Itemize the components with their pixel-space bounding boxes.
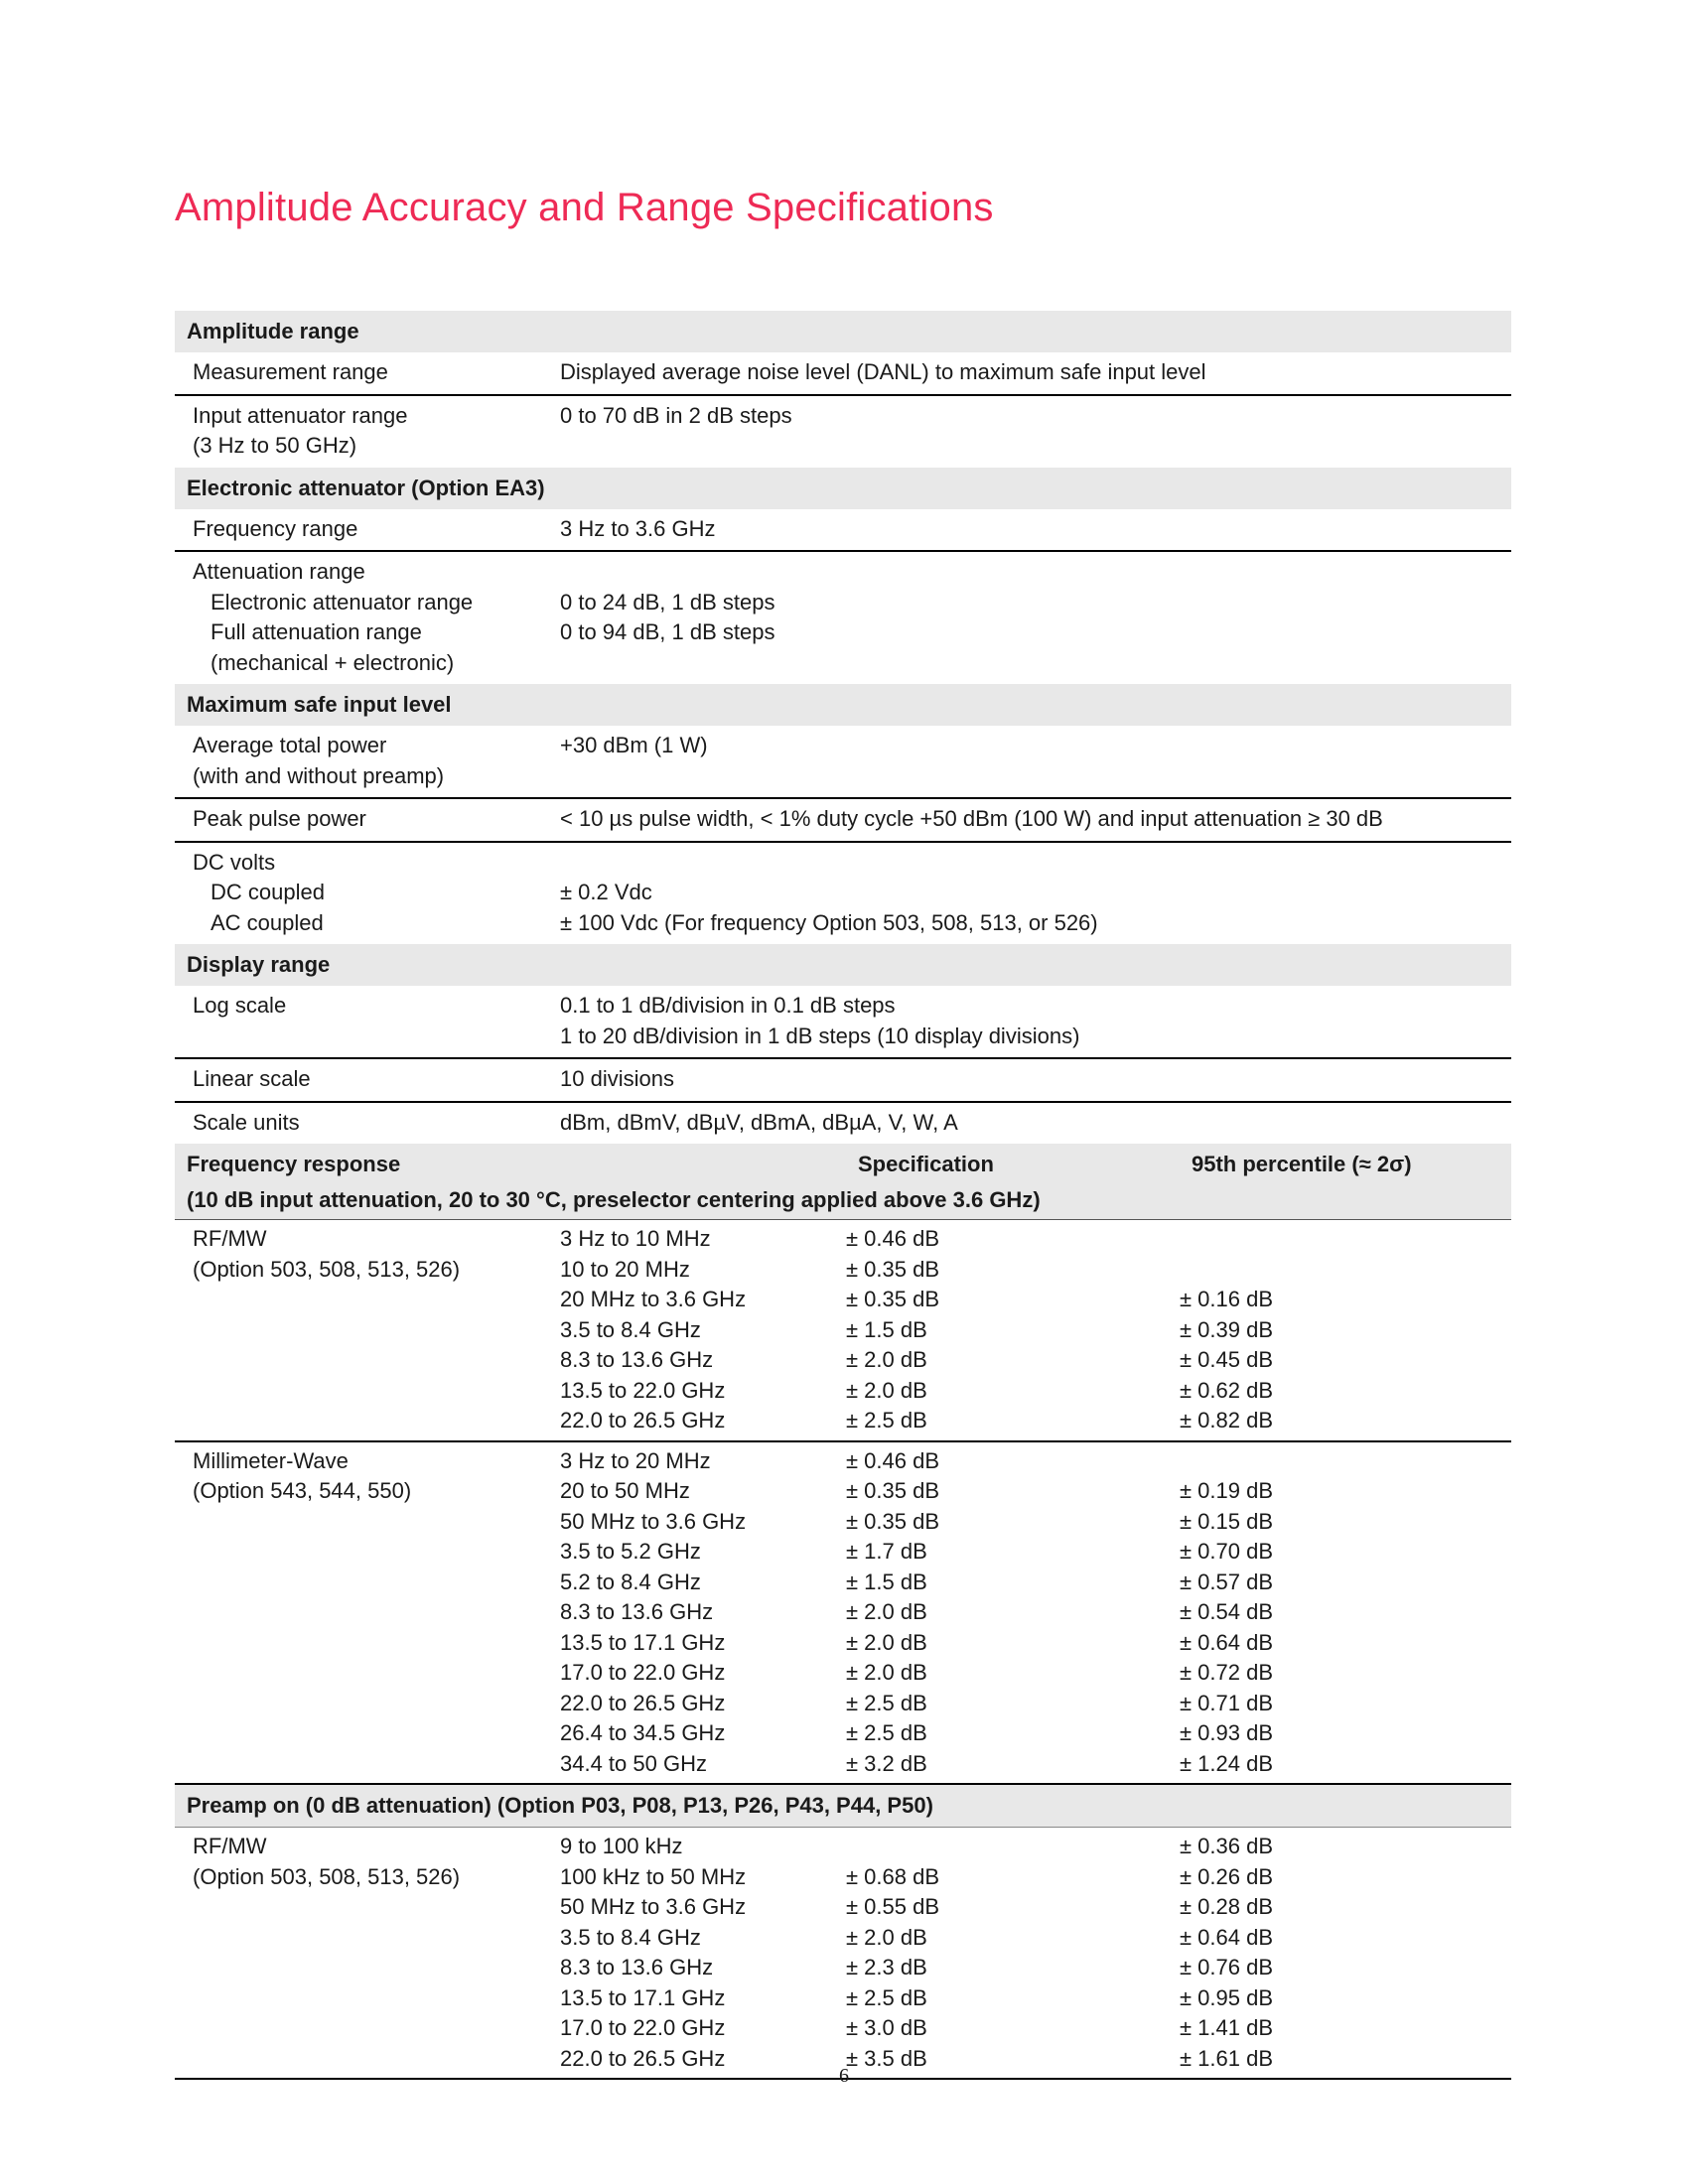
group-label-line: (Option 503, 508, 513, 526) <box>193 1256 461 1282</box>
row-value: Displayed average noise level (DANL) to maximum safe input level <box>560 359 1206 384</box>
specification-cell: ± 2.0 dB <box>846 1599 927 1624</box>
row-value <box>560 991 1511 1051</box>
percentile-cell: ± 0.93 dB <box>1180 1720 1274 1745</box>
section-header-display-range: Display range <box>175 944 1511 986</box>
group-label <box>175 1832 560 2074</box>
specification-cell: ± 2.0 dB <box>846 1660 927 1685</box>
specification-cell: ± 1.5 dB <box>846 1316 927 1342</box>
percentile-column <box>1180 1224 1511 1436</box>
frequency-cell: 3.5 to 5.2 GHz <box>560 1539 701 1564</box>
frequency-cell: 50 MHz to 3.6 GHz <box>560 1894 747 1919</box>
row-value-line: ± 0.2 Vdc <box>560 880 652 904</box>
column-header: Frequency response <box>187 1152 401 1176</box>
percentile-cell: ± 1.24 dB <box>1180 1750 1274 1776</box>
section-header-max-safe-input: Maximum safe input level <box>175 684 1511 726</box>
specification-cell: ± 0.55 dB <box>846 1894 940 1919</box>
frequency-cell: 3 Hz to 20 MHz <box>560 1447 711 1473</box>
frequency-cell: 22.0 to 26.5 GHz <box>560 1408 726 1433</box>
specification-column <box>846 1446 1180 1780</box>
row-label-line: Input attenuator range <box>193 402 408 428</box>
frequency-response-groups <box>175 1220 1511 1785</box>
specification-cell: ± 0.68 dB <box>846 1863 940 1889</box>
frequency-cell: 50 MHz to 3.6 GHz <box>560 1508 747 1534</box>
group-label-line: (Option 503, 508, 513, 526) <box>193 1863 461 1889</box>
table-row <box>175 843 1511 945</box>
specification-cell: ± 1.5 dB <box>846 1569 927 1594</box>
specification-cell: ± 1.7 dB <box>846 1539 927 1564</box>
specification-cell: ± 0.46 dB <box>846 1226 940 1251</box>
frequency-cell: 8.3 to 13.6 GHz <box>560 1599 714 1624</box>
percentile-cell: ± 0.36 dB <box>1180 1834 1274 1858</box>
specification-cell: ± 2.5 dB <box>846 1690 927 1715</box>
percentile-cell <box>1180 1255 1511 1286</box>
percentile-cell: ± 0.54 dB <box>1180 1599 1274 1624</box>
row-value-line: ± 100 Vdc (For frequency Option 503, 508, 513, or 526) <box>560 909 1098 935</box>
table-row <box>175 352 1511 396</box>
row-value: 3 Hz to 3.6 GHz <box>560 515 716 541</box>
frequency-cell: 34.4 to 50 GHz <box>560 1750 707 1776</box>
row-label <box>175 731 560 791</box>
percentile-cell: ± 0.16 dB <box>1180 1287 1274 1311</box>
row-value-line: 1 to 20 dB/division in 1 dB steps (10 display divisions) <box>560 1023 1080 1048</box>
row-value: 10 divisions <box>560 1066 674 1091</box>
percentile-cell: ± 0.71 dB <box>1180 1690 1274 1715</box>
percentile-cell: ± 0.15 dB <box>1180 1508 1274 1534</box>
percentile-cell: ± 0.76 dB <box>1180 1955 1274 1979</box>
frequency-cell: 22.0 to 26.5 GHz <box>560 2045 726 2071</box>
percentile-cell: ± 0.82 dB <box>1180 1408 1274 1433</box>
row-label <box>175 557 560 678</box>
table-row <box>175 1103 1511 1145</box>
percentile-cell <box>1180 1446 1511 1477</box>
percentile-cell: ± 0.26 dB <box>1180 1863 1274 1889</box>
frequency-cell: 13.5 to 22.0 GHz <box>560 1377 726 1403</box>
frequency-column <box>560 1832 846 2074</box>
row-label-line: Average total power <box>193 733 387 757</box>
percentile-cell: ± 0.64 dB <box>1180 1924 1274 1950</box>
table-row <box>175 986 1511 1059</box>
table-row <box>175 552 1511 684</box>
table-row <box>175 1059 1511 1103</box>
specification-cell: ± 2.5 dB <box>846 1984 927 2010</box>
spec-group <box>175 1220 1511 1442</box>
row-label: Scale units <box>193 1109 300 1135</box>
frequency-cell: 9 to 100 kHz <box>560 1834 683 1858</box>
percentile-cell: ± 0.62 dB <box>1180 1377 1274 1403</box>
specification-cell: ± 0.35 dB <box>846 1478 940 1503</box>
row-value: 0 to 70 dB in 2 dB steps <box>560 402 792 428</box>
row-value-line: 0 to 94 dB, 1 dB steps <box>560 619 775 644</box>
percentile-column <box>1180 1832 1511 2074</box>
row-label: Linear scale <box>193 1066 311 1091</box>
row-label <box>175 848 560 939</box>
percentile-cell: ± 0.19 dB <box>1180 1478 1274 1503</box>
frequency-cell: 17.0 to 22.0 GHz <box>560 2015 726 2040</box>
row-value: dBm, dBmV, dBµV, dBmA, dBµA, V, W, A <box>560 1109 958 1135</box>
percentile-cell: ± 0.45 dB <box>1180 1347 1274 1372</box>
row-label-line: Electronic attenuator range <box>211 589 474 614</box>
row-label-line: DC coupled <box>211 880 325 904</box>
group-label-line: (Option 543, 544, 550) <box>193 1478 412 1503</box>
specification-cell: ± 3.2 dB <box>846 1750 927 1776</box>
row-value-line: 0 to 24 dB, 1 dB steps <box>560 589 775 614</box>
specification-column <box>846 1832 1180 2074</box>
specification-column <box>846 1224 1180 1436</box>
row-label: Measurement range <box>193 359 388 384</box>
section-subheader: (10 dB input attenuation, 20 to 30 °C, preselector centering applied above 3.6 GHz) <box>175 1185 1511 1220</box>
table-row <box>175 509 1511 553</box>
specification-cell: ± 0.46 dB <box>846 1447 940 1473</box>
percentile-cell: ± 0.72 dB <box>1180 1660 1274 1685</box>
row-label <box>175 401 560 462</box>
row-label: Frequency range <box>193 515 358 541</box>
specification-cell: ± 3.0 dB <box>846 2015 927 2040</box>
row-value <box>560 848 1511 939</box>
specification-cell: ± 0.35 dB <box>846 1287 940 1311</box>
spec-group <box>175 1442 1511 1786</box>
spec-table <box>175 311 1511 2080</box>
row-value <box>560 557 1511 678</box>
percentile-column <box>1180 1446 1511 1780</box>
percentile-cell: ± 0.39 dB <box>1180 1316 1274 1342</box>
row-value-line: 0.1 to 1 dB/division in 0.1 dB steps <box>560 993 896 1018</box>
page-title: Amplitude Accuracy and Range Specifications <box>175 186 994 229</box>
group-label-line: RF/MW <box>193 1834 267 1858</box>
frequency-column <box>560 1224 846 1436</box>
percentile-cell: ± 0.28 dB <box>1180 1894 1274 1919</box>
specification-cell: ± 2.5 dB <box>846 1408 927 1433</box>
row-label-line: Full attenuation range <box>211 619 422 644</box>
column-header: 95th percentile (≈ 2σ) <box>1192 1152 1412 1176</box>
group-label-line: Millimeter-Wave <box>193 1447 349 1473</box>
frequency-cell: 100 kHz to 50 MHz <box>560 1863 747 1889</box>
specification-cell: ± 2.0 dB <box>846 1347 927 1372</box>
group-label <box>175 1224 560 1436</box>
frequency-cell: 5.2 to 8.4 GHz <box>560 1569 701 1594</box>
section-header-frequency-response <box>175 1144 1511 1185</box>
spec-group <box>175 1828 1511 2080</box>
frequency-cell: 26.4 to 34.5 GHz <box>560 1720 726 1745</box>
row-label-line: (mechanical + electronic) <box>211 649 455 675</box>
row-value: < 10 µs pulse width, < 1% duty cycle +50 dBm (100 W) and input attenuation ≥ 30 dB <box>560 806 1383 831</box>
frequency-cell: 3.5 to 8.4 GHz <box>560 1924 701 1950</box>
specification-cell: ± 2.0 dB <box>846 1629 927 1655</box>
specification-cell: ± 0.35 dB <box>846 1508 940 1534</box>
frequency-cell: 10 to 20 MHz <box>560 1256 690 1282</box>
frequency-cell: 20 to 50 MHz <box>560 1478 690 1503</box>
specification-cell: ± 2.0 dB <box>846 1924 927 1950</box>
frequency-cell: 3 Hz to 10 MHz <box>560 1226 711 1251</box>
percentile-cell <box>1180 1224 1511 1255</box>
row-label: Log scale <box>193 993 287 1018</box>
frequency-column <box>560 1446 846 1780</box>
row-value: +30 dBm (1 W) <box>560 733 708 757</box>
specification-cell: ± 2.0 dB <box>846 1377 927 1403</box>
row-label-line: DC volts <box>193 849 276 875</box>
section-header-preamp: Preamp on (0 dB attenuation) (Option P03, P08, P13, P26, P43, P44, P50) <box>175 1785 1511 1828</box>
frequency-cell: 8.3 to 13.6 GHz <box>560 1347 714 1372</box>
percentile-cell: ± 1.61 dB <box>1180 2045 1274 2071</box>
percentile-cell: ± 0.64 dB <box>1180 1629 1274 1655</box>
percentile-cell: ± 0.95 dB <box>1180 1984 1274 2010</box>
frequency-cell: 13.5 to 17.1 GHz <box>560 1629 726 1655</box>
specification-cell: ± 2.3 dB <box>846 1955 927 1979</box>
frequency-cell: 20 MHz to 3.6 GHz <box>560 1287 747 1311</box>
specification-cell: ± 2.5 dB <box>846 1720 927 1745</box>
column-header: Specification <box>858 1152 994 1176</box>
percentile-cell: ± 0.57 dB <box>1180 1569 1274 1594</box>
frequency-cell: 3.5 to 8.4 GHz <box>560 1316 701 1342</box>
specification-cell <box>846 1832 1180 1862</box>
preamp-group <box>175 1828 1511 2080</box>
section-header-amplitude-range: Amplitude range <box>175 311 1511 352</box>
section-header-electronic-attenuator: Electronic attenuator (Option EA3) <box>175 468 1511 509</box>
row-label-line: (3 Hz to 50 GHz) <box>193 433 357 458</box>
table-row <box>175 396 1511 468</box>
specification-cell: ± 0.35 dB <box>846 1256 940 1282</box>
frequency-cell: 8.3 to 13.6 GHz <box>560 1955 714 1979</box>
specification-cell: ± 3.5 dB <box>846 2045 927 2071</box>
table-row <box>175 799 1511 843</box>
page-number: 6 <box>839 2065 849 2087</box>
group-label <box>175 1446 560 1780</box>
frequency-cell: 22.0 to 26.5 GHz <box>560 1690 726 1715</box>
percentile-cell: ± 0.70 dB <box>1180 1539 1274 1564</box>
frequency-cell: 17.0 to 22.0 GHz <box>560 1660 726 1685</box>
table-row <box>175 726 1511 799</box>
row-label: Peak pulse power <box>193 806 366 831</box>
row-label-line: (with and without preamp) <box>193 762 445 788</box>
row-label-line: AC coupled <box>211 909 324 935</box>
group-label-line: RF/MW <box>193 1226 267 1251</box>
percentile-cell: ± 1.41 dB <box>1180 2015 1274 2040</box>
row-label-line: Attenuation range <box>193 559 365 584</box>
frequency-cell: 13.5 to 17.1 GHz <box>560 1984 726 2010</box>
